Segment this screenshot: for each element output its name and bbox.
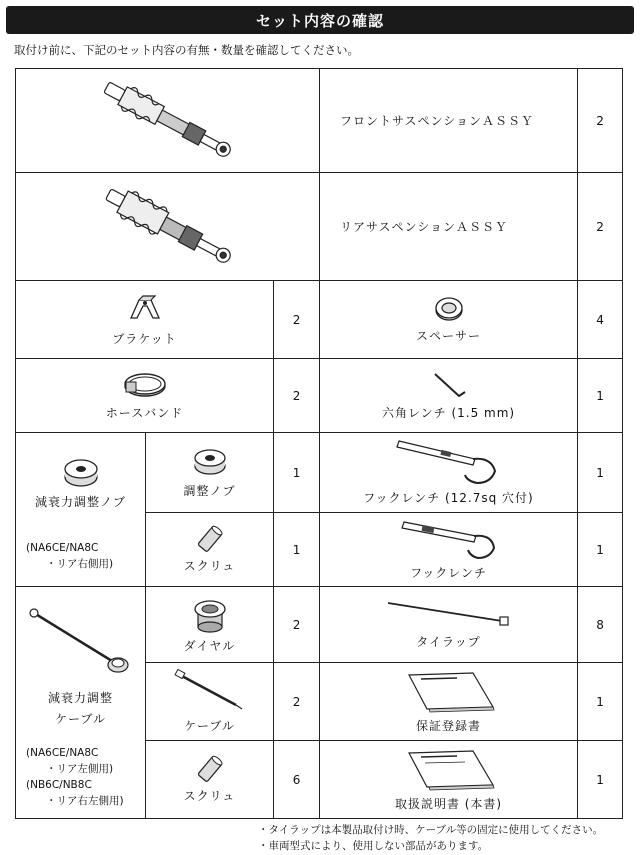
damping-cable-note-4: ・リア右左側用) (46, 794, 124, 807)
damping-cable-group-cell (16, 587, 146, 819)
hook-wrench-icon (394, 518, 504, 560)
dial-name: ダイヤル (183, 639, 236, 653)
screw-1-cell (146, 513, 274, 587)
hook-wrench-qty: 1 (578, 513, 623, 587)
hook-wrench-hole-icon (389, 439, 509, 485)
tie-wrap-icon (384, 599, 514, 629)
damping-knob-icon (61, 457, 101, 489)
front-suspension-qty: 2 (578, 69, 623, 173)
table-row (16, 173, 623, 281)
hook-wrench-name: フックレンチ (410, 566, 487, 580)
screw-2-cell (146, 741, 274, 819)
hook-wrench-cell (320, 513, 578, 587)
hose-band-cell (16, 359, 274, 433)
spacer-icon (432, 295, 466, 323)
cable-icon (170, 669, 250, 713)
table-row (16, 281, 623, 359)
hook-wrench-hole-qty: 1 (578, 433, 623, 513)
bracket-qty: 2 (274, 281, 320, 359)
screw-1-qty: 1 (274, 513, 320, 587)
adjust-knob-name: 調整ノブ (183, 484, 236, 498)
rear-suspension-icon (88, 182, 248, 272)
page-title: セット内容の確認 (6, 6, 634, 34)
table-row (16, 587, 623, 663)
hex-wrench-qty: 1 (578, 359, 623, 433)
adjust-knob-icon (190, 446, 230, 478)
damping-cable-icon (26, 605, 136, 675)
damping-knob-note-2: ・リア右側用) (46, 558, 114, 570)
adjust-knob-cell (146, 433, 274, 513)
hose-band-name: ホースバンド (105, 406, 184, 420)
damping-cable-note-1: (NA6CE/NA8C (26, 746, 99, 759)
hose-band-icon (120, 370, 170, 400)
bracket-name: ブラケット (112, 332, 177, 346)
manual-name: 取扱説明書 (本書) (394, 797, 503, 811)
tie-wrap-cell (320, 587, 578, 663)
damping-knob-group-name: 減衰力調整ノブ (34, 495, 126, 509)
manual-icon (399, 747, 499, 791)
front-suspension-name: フロントサスペンションＡＳＳＹ (320, 69, 578, 173)
damping-cable-name-2: ケーブル (55, 711, 106, 726)
warranty-cell (320, 663, 578, 741)
bracket-icon (125, 292, 165, 326)
cable-cell (146, 663, 274, 741)
screw-2-qty: 6 (274, 741, 320, 819)
cable-name: ケーブル (184, 719, 235, 733)
footer-note-1: ・タイラップは本製品取付け時、ケーブル等の固定に使用してください。 (258, 824, 604, 836)
screw-2-name: スクリュ (183, 789, 236, 803)
warranty-icon (399, 669, 499, 713)
front-suspension-image-cell (16, 69, 320, 173)
tie-wrap-name: タイラップ (416, 635, 481, 649)
screw-1-icon (195, 525, 225, 553)
screw-1-name: スクリュ (183, 559, 236, 573)
adjust-knob-qty: 1 (274, 433, 320, 513)
table-row (16, 69, 623, 173)
intro-text: 取付け前に、下記のセット内容の有無・数量を確認してください。 (14, 43, 359, 57)
damping-cable-note-2: ・リア左側用) (46, 762, 114, 775)
dial-icon (190, 595, 230, 633)
table-row (16, 433, 623, 513)
tie-wrap-qty: 8 (578, 587, 623, 663)
rear-suspension-image-cell (16, 173, 320, 281)
hook-wrench-hole-name: フックレンチ (12.7sq 穴付) (363, 491, 534, 505)
damping-cable-note-3: (NB6C/NB8C (26, 778, 92, 791)
rear-suspension-qty: 2 (578, 173, 623, 281)
damping-knob-group-cell (16, 433, 146, 587)
screw-2-icon (195, 755, 225, 783)
bracket-cell (16, 281, 274, 359)
cable-qty: 2 (274, 663, 320, 741)
hook-wrench-hole-cell (320, 433, 578, 513)
dial-qty: 2 (274, 587, 320, 663)
manual-cell (320, 741, 578, 819)
spacer-cell (320, 281, 578, 359)
damping-knob-note-1: (NA6CE/NA8C (26, 542, 99, 554)
spacer-qty: 4 (578, 281, 623, 359)
spacer-name: スペーサー (416, 329, 482, 343)
warranty-qty: 1 (578, 663, 623, 741)
front-suspension-icon (88, 76, 248, 166)
table-row (16, 359, 623, 433)
hose-band-qty: 2 (274, 359, 320, 433)
dial-cell (146, 587, 274, 663)
footer-note-2: ・車両型式により、使用しない部品があります。 (258, 840, 489, 852)
hex-wrench-icon (429, 370, 469, 400)
hex-wrench-name: 六角レンチ (1.5 mm) (381, 406, 516, 420)
rear-suspension-name: リアサスペンションＡＳＳＹ (320, 173, 578, 281)
warranty-name: 保証登録書 (416, 719, 482, 733)
damping-cable-name-1: 減衰力調整 (47, 690, 113, 705)
hex-wrench-cell (320, 359, 578, 433)
manual-qty: 1 (578, 741, 623, 819)
parts-table (15, 68, 623, 819)
